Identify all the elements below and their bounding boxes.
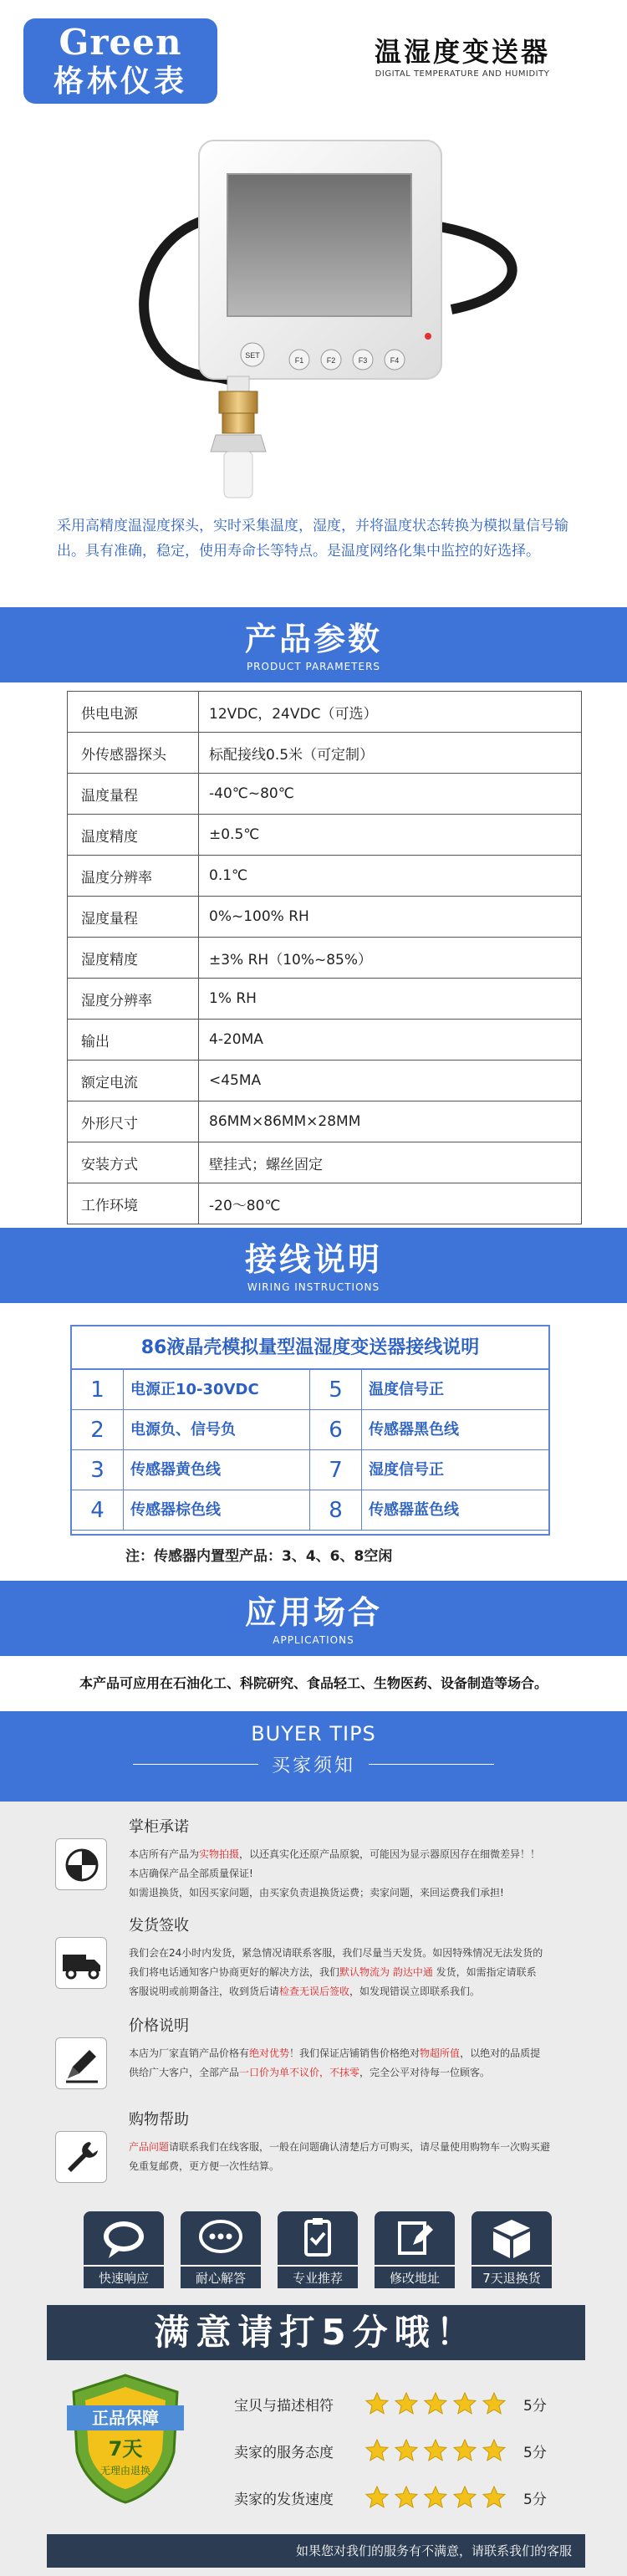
param-row <box>68 1142 582 1183</box>
buyer-tips-title-cn: 买家须知 <box>271 1756 355 1776</box>
lcd-screen <box>227 174 411 316</box>
rating-row <box>234 2474 568 2521</box>
wiring-terminal-label: 传感器棕色线 <box>124 1490 310 1531</box>
params-banner <box>0 607 627 682</box>
rating-label: 卖家的发货速度 <box>234 2491 334 2508</box>
tip-body <box>129 1845 590 1903</box>
wiring-table-title: 86液晶壳模拟量型温湿度变送器接线说明 <box>72 1326 548 1370</box>
chat-icon <box>84 2211 164 2265</box>
applications-subtitle: APPLICATIONS <box>273 1634 354 1646</box>
service-patient-answer <box>181 2211 261 2288</box>
box-icon <box>472 2211 552 2265</box>
tip-title: 发货签收 <box>129 1917 189 1935</box>
tip-text: ，以绝对的品质提 <box>460 2047 541 2059</box>
star-icon <box>364 2391 390 2416</box>
buyer-tips-header <box>0 1711 627 1802</box>
tip-text: 我们会在24小时内发货，紧急情况请联系客服，我们尽量当天发货。如因特殊情况无法发货的 <box>129 1947 543 1959</box>
param-value: -20～80℃ <box>199 1183 582 1224</box>
tip-text: 本店所有产品为 <box>129 1848 200 1860</box>
product-title <box>358 35 567 80</box>
param-key: 外形尺寸 <box>68 1101 199 1142</box>
param-value: 12VDC，24VDC（可选） <box>199 692 582 733</box>
param-key: 温度量程 <box>68 774 199 815</box>
set-button-label: SET <box>245 351 260 360</box>
param-row <box>68 774 582 815</box>
param-row <box>68 938 582 979</box>
tip-text: 请联系我们在线客服，一般在问题确认清楚后方可购买，请尽量使用购物车一次购买避 <box>169 2141 551 2153</box>
tip-shipping <box>55 1915 590 2001</box>
wiring-terminal-number: 8 <box>310 1490 362 1531</box>
tip-text: 本店为厂家直销产品价格有 <box>129 2047 250 2059</box>
tip-body <box>129 2138 590 2176</box>
star-icon <box>482 2438 507 2463</box>
product-title-cn: 温湿度变送器 <box>374 36 550 68</box>
service-label: 快速响应 <box>84 2265 164 2288</box>
tip-title: 价格说明 <box>129 2017 189 2035</box>
tip-title: 掌柜承诺 <box>129 1818 189 1836</box>
ratings <box>234 2380 568 2521</box>
tip-text: 供给广大客户，全部产品 <box>129 2067 240 2078</box>
tip-help <box>55 2109 590 2176</box>
brand-name-cn: 格林仪表 <box>53 64 187 99</box>
param-row <box>68 815 582 856</box>
device-image <box>0 117 627 510</box>
truck-icon <box>55 1937 107 1989</box>
param-row <box>68 856 582 897</box>
applications-banner <box>0 1581 627 1656</box>
star-icon <box>394 2485 419 2510</box>
param-value: 壁挂式；螺丝固定 <box>199 1142 582 1183</box>
tip-text: ，如发现错误立即联系我们。 <box>349 1986 481 1997</box>
tip-highlight: 默认物流为 韵达中通 <box>339 1966 433 1978</box>
tip-text: 本店确保产品全部质量保证! <box>129 1868 253 1879</box>
wrench-icon <box>55 2131 107 2183</box>
service-label: 专业推荐 <box>278 2265 358 2288</box>
service-label: 耐心解答 <box>181 2265 261 2288</box>
rating-label: 卖家的服务态度 <box>234 2444 334 2461</box>
guarantee-badge <box>67 2372 184 2506</box>
f1-button-label: F1 <box>294 356 304 365</box>
wiring-terminal-label: 传感器黄色线 <box>124 1450 310 1490</box>
rating-score: 5分 <box>523 2444 547 2461</box>
guarantee-bottom: 无理由退换 <box>99 2465 151 2476</box>
tip-text: 客服说明或前期备注，收到货后请 <box>129 1986 280 1997</box>
star-icon <box>452 2391 477 2416</box>
wiring-terminal-label: 湿度信号正 <box>362 1450 548 1490</box>
wiring-terminal-label: 传感器黑色线 <box>362 1410 548 1450</box>
service-label: 修改地址 <box>375 2265 455 2288</box>
tip-body <box>129 2044 590 2083</box>
param-row <box>68 897 582 938</box>
guarantee-days: 7天 <box>108 2437 143 2461</box>
tip-promise <box>55 1817 590 1903</box>
param-key: 额定电流 <box>68 1061 199 1101</box>
product-title-en: DIGITAL TEMPERATURE AND HUMIDITY <box>375 69 550 79</box>
speech-dots-icon <box>181 2211 261 2265</box>
wiring-table <box>70 1325 550 1536</box>
param-row <box>68 733 582 774</box>
star-icon <box>452 2438 477 2463</box>
rating-row <box>234 2427 568 2474</box>
service-fast-response <box>84 2211 164 2288</box>
tip-highlight: 一口价为单不议价，不抹零 <box>239 2067 360 2078</box>
param-key: 温度分辨率 <box>68 856 199 897</box>
tip-text: ！我们保证店铺销售价格绝对 <box>289 2047 421 2059</box>
wiring-subtitle: WIRING INSTRUCTIONS <box>247 1281 380 1293</box>
param-key: 湿度量程 <box>68 897 199 938</box>
wiring-terminal-number: 3 <box>72 1450 124 1490</box>
rating-label: 宝贝与描述相符 <box>234 2397 334 2415</box>
tip-text: ，以还真实化还原产品原貌，可能因为显示器原因存在细微差异！！ <box>239 1848 541 1860</box>
wiring-terminal-label: 电源正10-30VDC <box>124 1370 310 1410</box>
tip-highlight: 实物拍摄 <box>199 1848 240 1860</box>
applications-text: 本产品可应用在石油化工、科院研究、食品轻工、生物医药、设备制造等场合。 <box>79 1675 548 1691</box>
wiring-note: 注：传感器内置型产品：3、4、6、8空闲 <box>125 1548 393 1565</box>
sensor-probe <box>211 376 266 498</box>
rating-stars <box>364 2391 518 2416</box>
tip-body <box>129 1944 590 2001</box>
wiring-terminal-label: 电源负、信号负 <box>124 1410 310 1450</box>
rating-row <box>234 2380 568 2427</box>
star-icon <box>423 2391 448 2416</box>
service-modify-address <box>375 2211 455 2288</box>
param-key: 湿度精度 <box>68 938 199 979</box>
f3-button-label: F3 <box>358 356 368 365</box>
service-icons <box>84 2211 552 2288</box>
param-value: ±3% RH（10%~85%） <box>199 938 582 979</box>
param-key: 外传感器探头 <box>68 733 199 774</box>
param-value: ±0.5℃ <box>199 815 582 856</box>
tip-text: ，完全公平对待每一位顾客。 <box>359 2067 491 2078</box>
star-icon <box>394 2438 419 2463</box>
star-icon <box>364 2438 390 2463</box>
param-key: 安装方式 <box>68 1142 199 1183</box>
param-value: 86MM×86MM×28MM <box>199 1101 582 1142</box>
param-row <box>68 1183 582 1224</box>
star-icon <box>482 2391 507 2416</box>
tip-title: 购物帮助 <box>129 2111 189 2129</box>
service-7-day-return <box>472 2211 552 2288</box>
params-title: 产品参数 <box>244 621 382 657</box>
star-icon <box>482 2485 507 2510</box>
brand-name-en: Green <box>59 22 182 63</box>
tip-text: 发货，如需指定请联系 <box>432 1966 537 1978</box>
param-row <box>68 1061 582 1101</box>
params-subtitle: PRODUCT PARAMETERS <box>246 661 381 672</box>
tip-text: 免重复邮费，更方便一次性结算。 <box>129 2160 280 2172</box>
params-table <box>67 691 582 1224</box>
brand-logo <box>23 18 217 104</box>
wiring-terminal-label: 温度信号正 <box>362 1370 548 1410</box>
rate-banner: 满意请打5分哦！ <box>47 2305 585 2360</box>
star-icon <box>423 2485 448 2510</box>
product-intro: 采用高精度温湿度探头，实时采集温度，湿度，并将温度状态转换为模拟量信号输出。具有准确，稳定，使用寿命长等特点。是温度网络化集中监控的好选择。 <box>57 518 568 560</box>
wiring-grid <box>72 1370 548 1531</box>
tip-highlight: 物超所值 <box>420 2047 461 2059</box>
star-icon <box>452 2485 477 2510</box>
service-recommend <box>278 2211 358 2288</box>
param-value: 0%~100% RH <box>199 897 582 938</box>
tip-price <box>55 2016 590 2083</box>
param-value: 4-20MA <box>199 1020 582 1061</box>
param-key: 湿度分辨率 <box>68 979 199 1020</box>
param-row <box>68 692 582 733</box>
guarantee-top: 正品保障 <box>92 2408 159 2428</box>
param-key: 工作环境 <box>68 1183 199 1224</box>
param-key: 温度精度 <box>68 815 199 856</box>
wiring-terminal-number: 6 <box>310 1410 362 1450</box>
cable <box>435 226 512 309</box>
tip-highlight: 检查无误后签收 <box>279 1986 350 1997</box>
rating-stars <box>364 2438 518 2463</box>
param-key: 供电电源 <box>68 692 199 733</box>
param-key: 输出 <box>68 1020 199 1061</box>
tip-highlight: 绝对优势 <box>249 2047 290 2059</box>
wiring-terminal-number: 5 <box>310 1370 362 1410</box>
param-value: <45MA <box>199 1061 582 1101</box>
f2-button-label: F2 <box>326 356 336 365</box>
rating-stars <box>364 2485 518 2510</box>
divider <box>369 1764 494 1765</box>
chart-icon <box>55 1838 107 1890</box>
buyer-tips-title-en: BUYER TIPS <box>251 1722 376 1745</box>
param-row <box>68 979 582 1020</box>
param-row <box>68 1020 582 1061</box>
tip-text: 如需退换货，如因买家问题，由买家负责退换货运费；卖家问题，来回运费我们承担! <box>129 1887 504 1899</box>
status-led <box>425 333 431 340</box>
wiring-terminal-number: 2 <box>72 1410 124 1450</box>
wiring-terminal-number: 1 <box>72 1370 124 1410</box>
f4-button-label: F4 <box>390 356 400 365</box>
star-icon <box>364 2485 390 2510</box>
wiring-terminal-label: 传感器蓝色线 <box>362 1490 548 1531</box>
clipboard-icon <box>278 2211 358 2265</box>
tip-highlight: 产品问题 <box>129 2141 170 2153</box>
wiring-title: 接线说明 <box>244 1241 382 1278</box>
rating-score: 5分 <box>523 2397 547 2415</box>
divider <box>133 1764 258 1765</box>
param-value: 0.1℃ <box>199 856 582 897</box>
wiring-banner <box>0 1228 627 1303</box>
wiring-terminal-number: 7 <box>310 1450 362 1490</box>
param-value: 1% RH <box>199 979 582 1020</box>
rating-score: 5分 <box>523 2491 547 2508</box>
service-label: 7天退换货 <box>472 2265 552 2288</box>
tip-text: 我们将电话通知客户协商更好的解决方法，我们 <box>129 1966 340 1978</box>
pen-icon <box>55 2037 107 2089</box>
star-icon <box>423 2438 448 2463</box>
wiring-terminal-number: 4 <box>72 1490 124 1531</box>
footer-bar: 如果您对我们的服务有不满意，请联系我们的客服 <box>47 2534 585 2568</box>
param-value: 标配接线0.5米（可定制） <box>199 733 582 774</box>
star-icon <box>394 2391 419 2416</box>
param-value: -40℃~80℃ <box>199 774 582 815</box>
edit-icon <box>375 2211 455 2265</box>
applications-title: 应用场合 <box>244 1594 382 1631</box>
param-row <box>68 1101 582 1142</box>
